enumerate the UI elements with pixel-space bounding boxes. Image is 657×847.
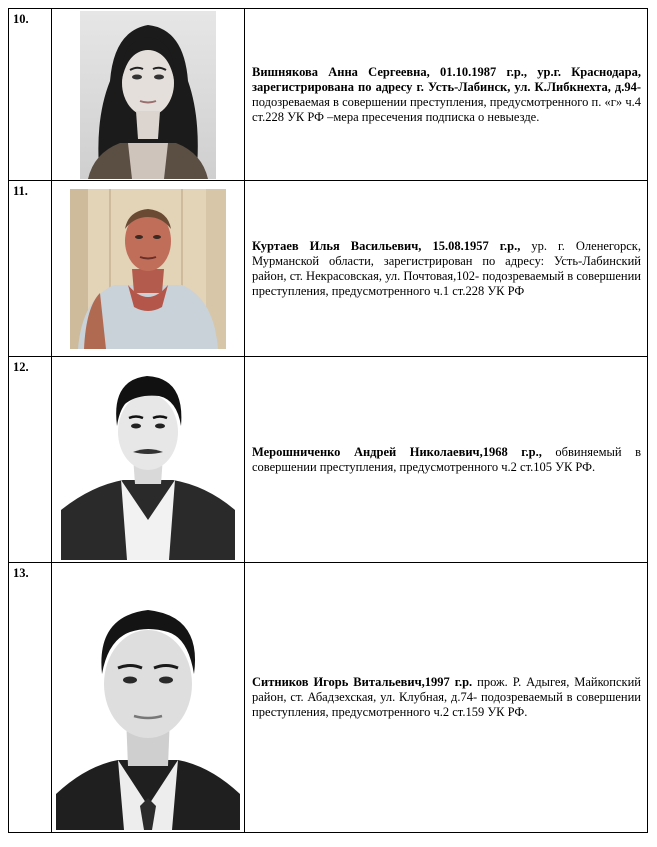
photo-cell bbox=[52, 181, 245, 357]
person-photo bbox=[56, 566, 240, 830]
records-table bbox=[8, 8, 648, 833]
person-name: Ситников Игорь Витальевич,1997 г.р. bbox=[252, 675, 473, 689]
record-row bbox=[9, 563, 648, 833]
person-name: Мерошниченко Андрей Николаевич,1968 г.р., bbox=[252, 444, 542, 459]
person-details: обвиняемый в совершении преступления, предусмотренного ч.2 ст.105 УК РФ. bbox=[252, 444, 642, 474]
record-text bbox=[245, 181, 648, 357]
record-number: 12. bbox=[9, 357, 52, 563]
person-name: Вишнякова Анна Сергеевна, 01.10.1987 г.р., ур.г. Краснодара, зарегистрирована по адресу г. Усть-Лабинск, ул. К.Либкнехта, д.94- bbox=[252, 64, 641, 94]
record-row bbox=[9, 357, 648, 563]
record-number: 11. bbox=[9, 181, 52, 357]
record-text bbox=[245, 563, 648, 833]
person-photo bbox=[80, 11, 216, 179]
record-row bbox=[9, 181, 648, 357]
person-details: прож. Р. Адыгея, Майкопский район, ст. Абадзехская, ул. Клубная, д.74- подозреваемый в совершении преступления, предусмотренного ч.2 ст.159 УК РФ. bbox=[252, 675, 642, 719]
record-text bbox=[245, 357, 648, 563]
record-number: 13. bbox=[9, 563, 52, 833]
photo-cell bbox=[52, 563, 245, 833]
person-name: Куртаев Илья Васильевич, 15.08.1957 г.р., bbox=[252, 238, 521, 253]
photo-cell bbox=[52, 357, 245, 563]
person-photo bbox=[70, 189, 226, 349]
person-details: подозреваемая в совершении преступления, предусмотренного п. «г» ч.4 ст.228 УК РФ –мера пресечения подписка о невыезде. bbox=[252, 94, 641, 124]
person-photo bbox=[61, 360, 235, 560]
record-row bbox=[9, 9, 648, 181]
record-text bbox=[245, 9, 648, 181]
record-number: 10. bbox=[9, 9, 52, 181]
photo-cell bbox=[52, 9, 245, 181]
person-details: ур. г. Оленегорск, Мурманской области, зарегистрирован по адресу: Усть-Лабинский район, ст. Некрасовская, ул. Почтовая,102- подозреваемый в совершении преступления, предусмотренного ч.1 ст.228 УК РФ bbox=[252, 238, 641, 298]
